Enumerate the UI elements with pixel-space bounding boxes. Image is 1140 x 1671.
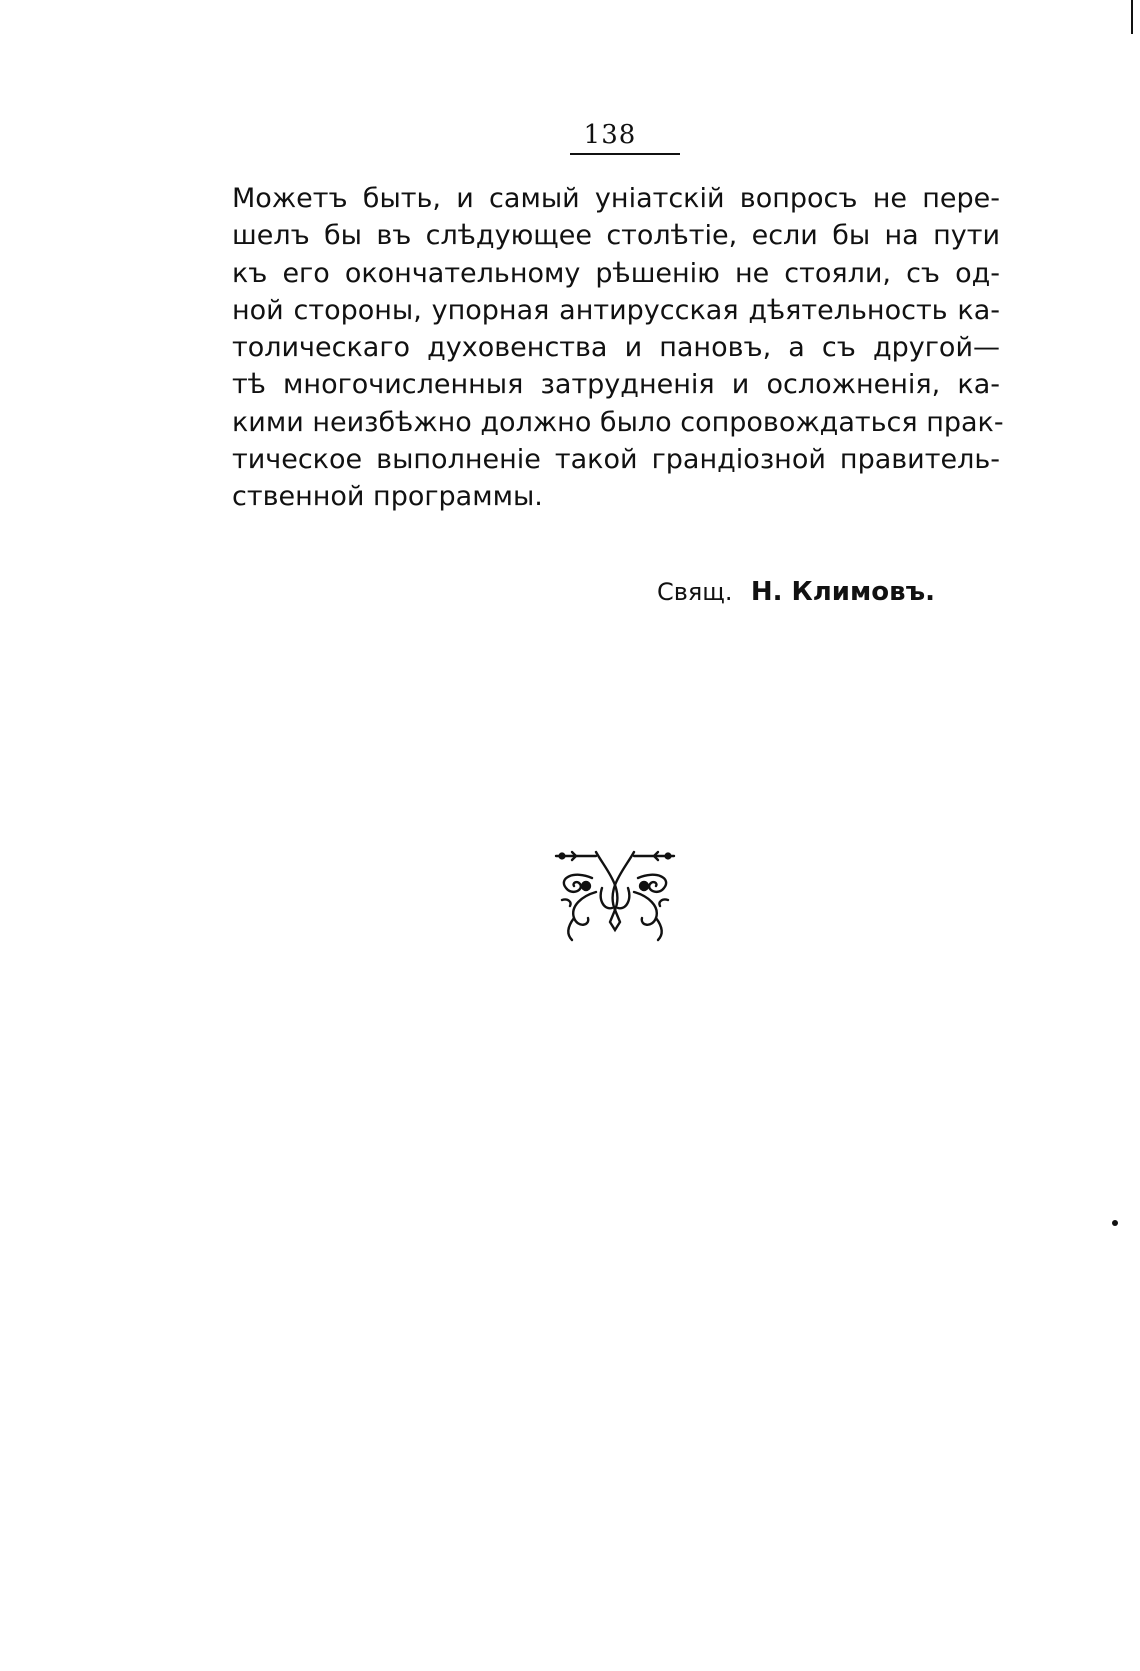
text-line: кими неизбѣжно должно было сопровождаться прак- xyxy=(232,406,1004,438)
text-line: Можетъ быть, и самый уніатскій вопросъ не пере- xyxy=(232,183,1000,214)
floral-tailpiece-icon xyxy=(552,848,678,944)
header-rule xyxy=(570,153,680,155)
text-line: тѣ многочисленныя затрудненія и осложненія, ка- xyxy=(232,369,1000,401)
scan-dot xyxy=(1112,1220,1118,1226)
page-number: 138 xyxy=(583,120,637,150)
text-line: толическаго духовенства и пановъ, а съ другой— xyxy=(232,332,1000,364)
text-line: шелъ бы въ слѣдующее столѣтіе, если бы на пути xyxy=(232,220,1000,252)
text-line: къ его окончательному рѣшенію не стояли, съ од- xyxy=(232,257,1000,289)
text-line: ственной программы. xyxy=(232,481,543,513)
body-paragraph xyxy=(232,180,1004,516)
text-line: ной стороны, упорная антирусская дѣятельность ка- xyxy=(232,294,1000,326)
scan-edge-line xyxy=(1131,0,1133,34)
text-line: тическое выполненіе такой грандіозной правитель- xyxy=(232,444,1000,476)
author-name: Н. Климовъ. xyxy=(750,577,935,607)
author-title: Свящ. xyxy=(656,578,733,606)
author-signature xyxy=(657,574,935,610)
